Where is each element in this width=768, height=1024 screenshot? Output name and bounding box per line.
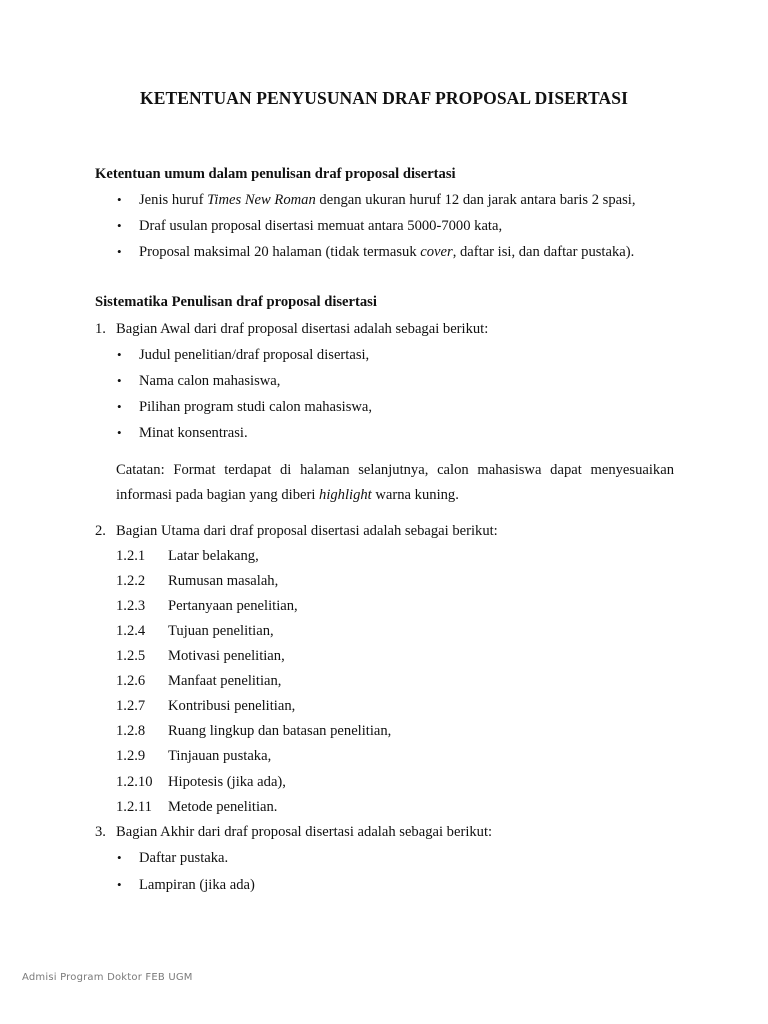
list-item: Minat konsentrasi. (139, 425, 248, 441)
note-line: Catatan: Format terdapat di halaman selanjutnya, calon mahasiswa dapat menyesuaikan (116, 462, 674, 478)
list-item: Daftar pustaka. (139, 850, 229, 866)
list-item: Bagian Akhir dari draf proposal disertasi adalah sebagai berikut: (116, 824, 493, 840)
list-number: 2. (95, 523, 106, 539)
bullet-icon: • (117, 877, 122, 892)
subitem-number: 1.2.3 (116, 598, 146, 614)
bullet-icon: • (117, 218, 122, 233)
subitem-text: Ruang lingkup dan batasan penelitian, (168, 723, 392, 739)
list-item: Proposal maksimal 20 halaman (tidak termasuk cover, daftar isi, dan daftar pustaka). (139, 244, 635, 260)
section-heading-general: Ketentuan umum dalam penulisan draf proposal disertasi (95, 166, 456, 182)
subitem-number: 1.2.4 (116, 623, 146, 639)
document-title: KETENTUAN PENYUSUNAN DRAF PROPOSAL DISERTASI (139, 88, 629, 108)
subitem-number: 1.2.8 (116, 723, 146, 739)
list-number: 3. (95, 824, 106, 840)
subitem-number: 1.2.5 (116, 648, 146, 664)
subitem-text: Rumusan masalah, (168, 573, 279, 589)
subitem-text: Tinjauan pustaka, (168, 748, 272, 764)
bullet-icon: • (117, 850, 122, 865)
subitem-number: 1.2.9 (116, 748, 146, 764)
subitem-text: Kontribusi penelitian, (168, 698, 296, 714)
page-footer: Admisi Program Doktor FEB UGM (22, 972, 193, 983)
subitem-number: 1.2.7 (116, 698, 146, 714)
subitem-text: Metode penelitian. (168, 799, 278, 815)
subitem-text: Pertanyaan penelitian, (168, 598, 298, 614)
subitem-text: Latar belakang, (168, 548, 259, 564)
list-number: 1. (95, 321, 106, 337)
subitem-text: Manfaat penelitian, (168, 673, 282, 689)
subitem-number: 1.2.11 (116, 799, 152, 815)
bullet-icon: • (117, 373, 122, 388)
subitem-number: 1.2.6 (116, 673, 146, 689)
subitem-text: Motivasi penelitian, (168, 648, 285, 664)
note-line: informasi pada bagian yang diberi highlight warna kuning. (116, 487, 459, 503)
bullet-icon: • (117, 425, 122, 440)
bullet-icon: • (117, 347, 122, 362)
section-heading-systematics: Sistematika Penulisan draf proposal disertasi (95, 294, 377, 310)
list-item: Draf usulan proposal disertasi memuat antara 5000-7000 kata, (139, 218, 503, 234)
list-item: Nama calon mahasiswa, (139, 373, 281, 389)
bullet-icon: • (117, 399, 122, 414)
subitem-text: Hipotesis (jika ada), (168, 774, 286, 790)
subitem-number: 1.2.1 (116, 548, 146, 564)
list-item: Bagian Utama dari draf proposal disertasi adalah sebagai berikut: (116, 523, 498, 539)
subitem-number: 1.2.10 (116, 774, 153, 790)
list-item: Lampiran (jika ada) (139, 877, 255, 893)
list-item: Bagian Awal dari draf proposal disertasi adalah sebagai berikut: (116, 321, 489, 337)
list-item: Pilihan program studi calon mahasiswa, (139, 399, 373, 415)
list-item: Judul penelitian/draf proposal disertasi, (139, 347, 370, 363)
subitem-number: 1.2.2 (116, 573, 146, 589)
subitem-text: Tujuan penelitian, (168, 623, 274, 639)
bullet-icon: • (117, 192, 122, 207)
bullet-icon: • (117, 244, 122, 259)
list-item: Jenis huruf Times New Roman dengan ukuran huruf 12 dan jarak antara baris 2 spasi, (139, 192, 636, 208)
